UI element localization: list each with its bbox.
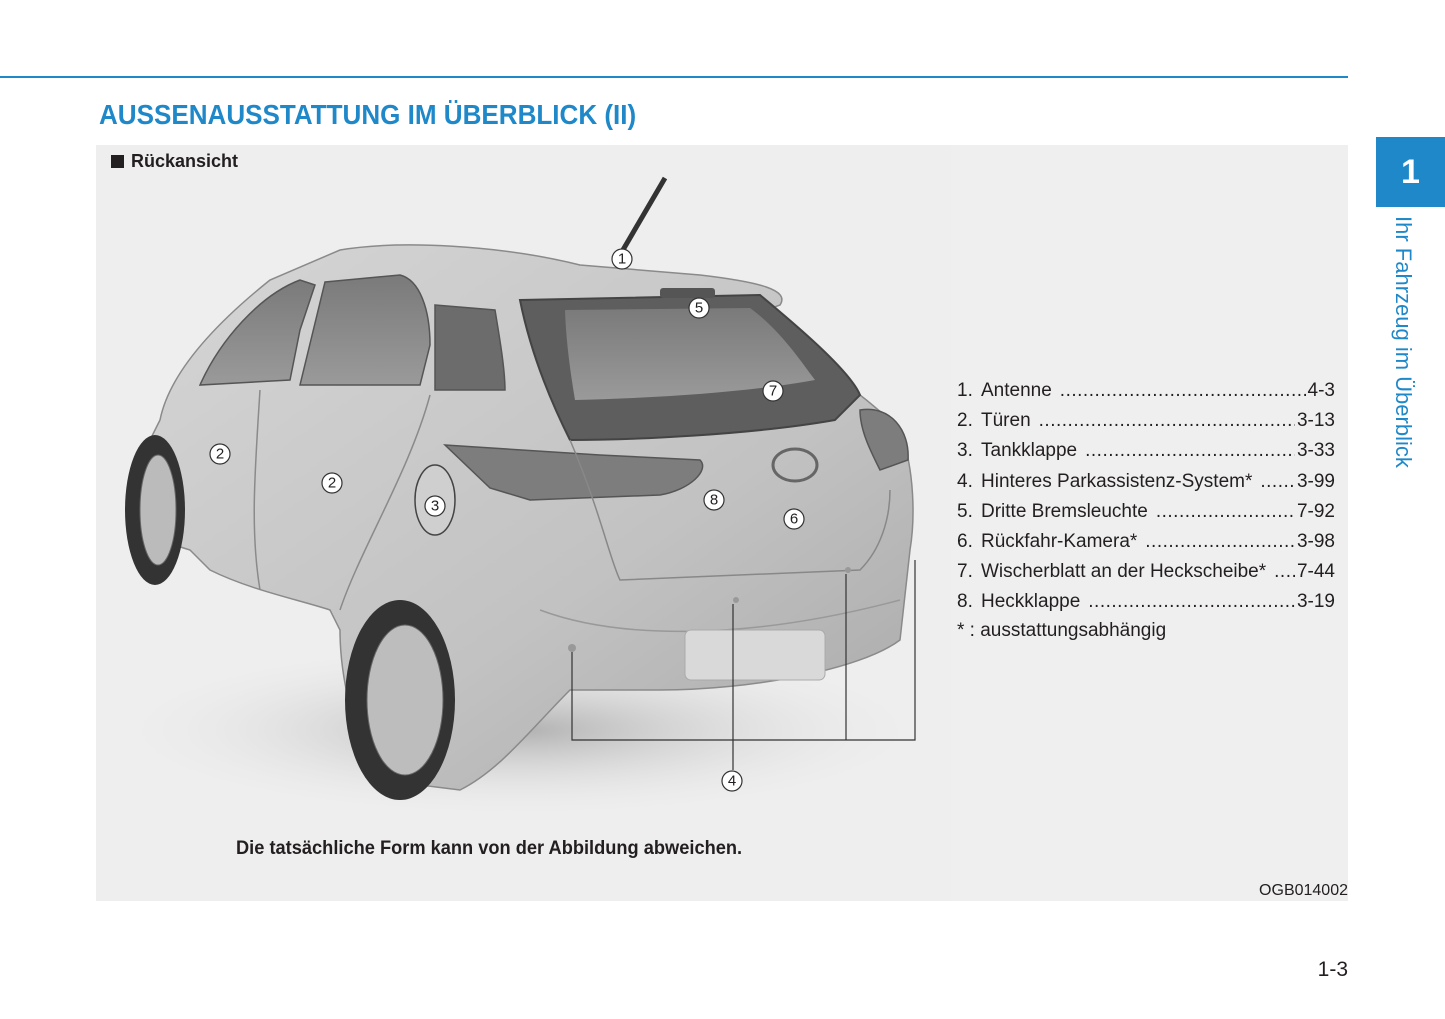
legend-item: 5. Dritte Bremsleuchte ..... 7-92	[957, 497, 1335, 527]
svg-text:1: 1	[617, 250, 627, 268]
svg-text:4: 4	[727, 772, 737, 790]
legend-item: 3. Tankklappe ..... 3-33	[957, 436, 1335, 466]
legend-item: 6. Rückfahr-Kamera* ..... 3-98	[957, 527, 1335, 557]
figure-caption: Die tatsächliche Form kann von der Abbildung abweichen.	[236, 838, 743, 859]
legend-list	[957, 376, 1335, 642]
svg-text:2: 2	[327, 474, 337, 492]
chapter-title: Ihr Fahrzeug im Überblick	[1391, 216, 1416, 468]
legend-item: 8. Heckklappe ..... 3-19	[957, 587, 1335, 617]
legend-item: 7. Wischerblatt an der Heckscheibe* ..... 7-44	[957, 557, 1335, 587]
car-rear-illustration	[100, 170, 950, 820]
svg-text:8: 8	[709, 491, 719, 509]
chapter-tab: 1	[1376, 137, 1445, 207]
legend-footnote: * : ausstattungsabhängig	[957, 619, 1167, 641]
figure-code: OGB014002	[1259, 882, 1348, 899]
legend-item: 4. Hinteres Parkassistenz-System* ..... 3-99	[957, 467, 1335, 497]
svg-text:6: 6	[789, 510, 799, 528]
square-bullet-icon	[111, 155, 124, 168]
section-label	[111, 151, 238, 172]
svg-text:2: 2	[215, 445, 225, 463]
top-rule	[0, 76, 1348, 78]
legend-item: 1. Antenne ..... 4-3	[957, 376, 1335, 406]
svg-text:3: 3	[430, 497, 440, 515]
page-number: 1-3	[1317, 958, 1348, 981]
page-title: AUSSENAUSSTATTUNG IM ÜBERBLICK (II)	[99, 99, 637, 130]
legend-item: 2. Türen ..... 3-13	[957, 406, 1335, 436]
section-label-text: Rückansicht	[131, 151, 239, 171]
svg-text:5: 5	[694, 299, 704, 317]
svg-text:7: 7	[768, 382, 778, 400]
